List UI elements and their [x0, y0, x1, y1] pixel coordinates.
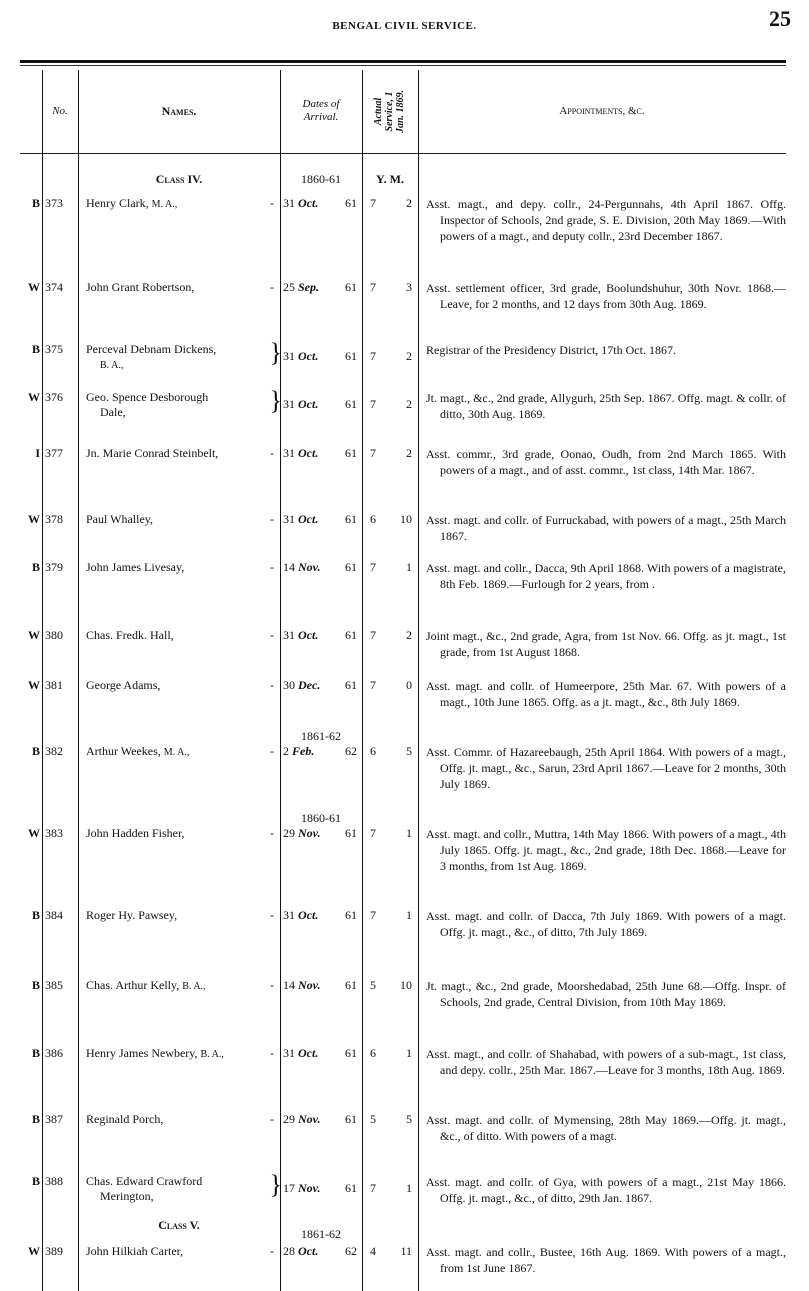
arrival-date: [283, 196, 359, 211]
arrival-month: Feb.: [292, 744, 315, 758]
service-years: 7: [370, 826, 376, 840]
arrival-month: Oct.: [298, 628, 319, 642]
appointments-text: Asst. magt. and collr., Muttra, 14th May 1866. With powers of a magt., 4th July 1865. Offg. jt. magt., &c., 2nd grade, 18th Dec. 1868.—Leave for 3 months, from 1st Aug. 1869.: [426, 827, 786, 873]
presidency-letter: W: [28, 1244, 40, 1258]
service-months: 1: [406, 1046, 412, 1060]
appointments-text: Joint magt., &c., 2nd grade, Agra, from 1st Nov. 66. Offg. as jt. magt., 1st grade, from 1st August 1868.: [426, 629, 786, 659]
entry-name: Chas. Fredk. Hall,: [86, 628, 174, 642]
leader-dash: -: [270, 512, 274, 526]
arrival-date: [283, 1046, 359, 1061]
column-divider: [362, 70, 363, 1291]
presidency-letter: B: [31, 978, 40, 992]
leader-dash: -: [270, 560, 274, 574]
presidency-letter: W: [28, 512, 40, 526]
service-years: 4: [370, 1244, 376, 1258]
class-iv-heading: Class IV.: [155, 172, 203, 186]
entry-number: 377: [45, 446, 63, 460]
appointments-text: Asst. settlement officer, 3rd grade, Boolundshuhur, 30th Novr. 1868.—Leave, for 2 months, and 12 days from 30th Aug. 1869.: [426, 281, 786, 311]
appointments-text: Asst. magt. and collr. of Mymensing, 28th May 1869.—Offg. jt. magt., &c., of ditto. With powers of a magt.: [426, 1113, 786, 1143]
entry-name-cell: [86, 196, 274, 211]
service-months: 10: [400, 512, 412, 526]
arrival-date: [283, 908, 359, 923]
appointments-text: Asst. magt. and collr. of Dacca, 7th July 1869. With powers of a magt. Offg. jt. magt., &c., of ditto, 7th July 1869.: [426, 909, 786, 939]
service-months: 5: [406, 1112, 412, 1126]
arrival-day: 14: [283, 978, 295, 992]
arrival-year: 61: [345, 678, 357, 692]
top-rule-thin: [20, 65, 786, 66]
arrival-date: [283, 1112, 359, 1127]
header-dates-line2: Arrival.: [303, 111, 339, 123]
appointments-text: Jt. magt., &c., 2nd grade, Moorshedabad, 25th June 68.—Offg. Inspr. of Schools, 2nd grade, Central Division, from 10th May 1869.: [426, 979, 786, 1009]
entry-name-cell: [86, 628, 274, 643]
entry-name: Roger Hy. Pawsey,: [86, 908, 178, 922]
arrival-month: Dec.: [298, 678, 321, 692]
arrival-day: 31: [283, 446, 295, 460]
service-years: 7: [370, 196, 376, 210]
leader-dash: -: [270, 978, 274, 992]
arrival-year: 61: [345, 1181, 357, 1195]
entry-name-cell: [86, 1112, 274, 1127]
arrival-date: [283, 280, 359, 295]
arrival-year: 61: [345, 978, 357, 992]
service-years: 6: [370, 744, 376, 758]
arrival-year: 61: [345, 908, 357, 922]
entry-name: Henry Clark,: [86, 196, 149, 210]
arrival-date: [283, 1181, 359, 1196]
entry-name: John Grant Robertson,: [86, 280, 195, 294]
service-years: 6: [370, 512, 376, 526]
arrival-day: 30: [283, 678, 295, 692]
appointments-text: Registrar of the Presidency District, 17th Oct. 1867.: [426, 343, 676, 357]
arrival-year: 61: [345, 1112, 357, 1126]
brace-glyph: }: [269, 1170, 282, 1199]
arrival-year: 61: [345, 397, 357, 411]
leader-dash: -: [270, 744, 274, 758]
class-v-period: 1861-62: [301, 1227, 341, 1241]
header-no: No.: [52, 105, 68, 117]
entry-name-second-line: Dale,: [100, 405, 126, 419]
entry-number: 375: [45, 342, 63, 356]
header-service-line1: Actual: [373, 97, 385, 125]
appointments-text: Asst. magt. and collr., Bustee, 16th Aug. 1869. With powers of a magt., from 1st June 1867.: [426, 1245, 786, 1275]
leader-dash: -: [270, 628, 274, 642]
presidency-letter: W: [28, 678, 40, 692]
entry-name-cell: [86, 1170, 282, 1204]
arrival-day: 31: [283, 628, 295, 642]
arrival-day: 14: [283, 560, 295, 574]
entry-name-cell: [86, 744, 274, 759]
service-years: 7: [370, 1181, 376, 1195]
entry-name: Chas. Edward Crawford: [86, 1174, 203, 1188]
appointments-text: Asst. magt. and collr. of Gya, with powers of a magt., 21st May 1866. Offg. jt. magt., &c., of ditto, 29th Jan. 1867.: [426, 1175, 786, 1205]
arrival-year: 61: [345, 446, 357, 460]
arrival-year: 61: [345, 560, 357, 574]
arrival-date: [283, 349, 359, 364]
arrival-year: 61: [345, 1046, 357, 1060]
arrival-date: [283, 397, 359, 412]
arrival-month: Nov.: [298, 560, 321, 574]
arrival-year: 61: [345, 349, 357, 363]
header-rule: [20, 153, 786, 154]
arrival-month: Nov.: [298, 1112, 321, 1126]
arrival-month: Sep.: [298, 280, 319, 294]
presidency-letter: B: [31, 196, 40, 210]
entry-name-second-line: Merington,: [100, 1189, 154, 1203]
page-number: 25: [769, 6, 791, 31]
presidency-letter: I: [35, 446, 40, 460]
arrival-day: 31: [283, 196, 295, 210]
entry-name-cell: [86, 678, 274, 693]
leader-dash: -: [270, 196, 274, 210]
arrival-period: 1861-62: [301, 729, 341, 743]
appointments-text: Asst. Commr. of Hazareebaugh, 25th April 1864. With powers of a magt., Offg. jt. magt., &c., Sarun, 23rd April 1867.—Leave for 2 months, 30th July 1869.: [426, 745, 786, 791]
presidency-letter: B: [31, 908, 40, 922]
entry-name: John Hilkiah Carter,: [86, 1244, 184, 1258]
entry-name-cell: [86, 512, 274, 527]
arrival-day: 31: [283, 397, 295, 411]
service-years: 7: [370, 280, 376, 294]
entry-number: 379: [45, 560, 63, 574]
entry-name: George Adams,: [86, 678, 161, 692]
entry-name-cell: [86, 1046, 274, 1061]
header-service: [362, 70, 418, 152]
arrival-month: Nov.: [298, 978, 321, 992]
arrival-day: 31: [283, 1046, 295, 1060]
presidency-letter: B: [31, 744, 40, 758]
arrival-date: [283, 811, 359, 841]
entry-name: Jn. Marie Conrad Steinbelt,: [86, 446, 219, 460]
appointments-text: Jt. magt., &c., 2nd grade, Allygurh, 25th Sep. 1867. Offg. magt. & collr. of ditto, 30th Aug. 1869.: [426, 391, 786, 421]
service-months: 0: [406, 678, 412, 692]
arrival-month: Oct.: [298, 512, 319, 526]
header-appointments: Appointments, &c.: [559, 105, 645, 117]
service-years: 5: [370, 1112, 376, 1126]
class-v-heading: Class V.: [158, 1218, 200, 1232]
appointments-text: Asst. magt., and collr. of Shahabad, with powers of a sub-magt., 1st class, and depy. collr., 25th Mar. 1867.—Leave for 3 months, 18th Aug. 1869.: [426, 1047, 786, 1077]
arrival-month: Oct.: [298, 446, 319, 460]
service-years: 7: [370, 908, 376, 922]
entry-name-continued: [86, 405, 274, 420]
service-years: 7: [370, 678, 376, 692]
leader-dash: -: [270, 1046, 274, 1060]
entry-number: 384: [45, 908, 63, 922]
entry-degree: M. A.,: [163, 747, 190, 758]
service-months: 1: [406, 560, 412, 574]
arrival-date: [283, 560, 359, 575]
service-months: 2: [406, 446, 412, 460]
arrival-year: 61: [345, 512, 357, 526]
service-years: 7: [370, 397, 376, 411]
service-months: 3: [406, 280, 412, 294]
arrival-date: [283, 512, 359, 527]
entry-degree: M. A.,: [151, 199, 178, 210]
entry-name: Geo. Spence Desborough: [86, 390, 209, 404]
service-years: 7: [370, 560, 376, 574]
service-months: 2: [406, 196, 412, 210]
arrival-date: [283, 446, 359, 461]
entry-number: 388: [45, 1174, 63, 1188]
entry-name: John Hadden Fisher,: [86, 826, 185, 840]
presidency-letter: W: [28, 280, 40, 294]
arrival-day: 2: [283, 744, 289, 758]
entry-degree: B. A.,: [200, 1049, 224, 1060]
column-divider: [418, 70, 419, 1291]
header-service-line2: Service, 1: [384, 91, 396, 131]
entry-degree: B. A.,: [100, 360, 124, 371]
leader-dash: -: [270, 1244, 274, 1258]
arrival-day: 28: [283, 1244, 295, 1258]
arrival-year: 61: [345, 826, 357, 840]
service-months: 1: [406, 908, 412, 922]
entry-number: 380: [45, 628, 63, 642]
service-years: 7: [370, 349, 376, 363]
service-years: 5: [370, 978, 376, 992]
entry-number: 373: [45, 196, 63, 210]
service-months: 1: [406, 826, 412, 840]
arrival-year: 61: [345, 196, 357, 210]
arrival-year: 62: [345, 1244, 357, 1258]
leader-dash: -: [270, 1112, 274, 1126]
entry-name-continued: [86, 357, 274, 372]
brace-glyph: }: [269, 386, 282, 415]
arrival-year: 61: [345, 628, 357, 642]
brace-glyph: }: [269, 338, 282, 367]
service-months: 5: [406, 744, 412, 758]
entry-name: Arthur Weekes,: [86, 744, 161, 758]
entry-number: 387: [45, 1112, 63, 1126]
column-divider: [280, 70, 281, 1291]
arrival-day: 17: [283, 1181, 295, 1195]
entry-number: 376: [45, 390, 63, 404]
appointments-text: Asst. magt. and collr., Dacca, 9th April 1868. With powers of a magistrate, 8th Feb. 1869.—Furlough for 2 years, from .: [426, 561, 786, 591]
class-iv-period: 1860-61: [301, 172, 341, 186]
service-months: 11: [400, 1244, 412, 1258]
entry-number: 386: [45, 1046, 63, 1060]
entry-number: 383: [45, 826, 63, 840]
service-ym-label: Y. M.: [376, 172, 404, 186]
service-months: 1: [406, 1181, 412, 1195]
arrival-month: Nov.: [298, 1181, 321, 1195]
arrival-period: 1860-61: [301, 811, 341, 825]
header-names: Names.: [161, 103, 197, 118]
leader-dash: -: [270, 908, 274, 922]
presidency-letter: W: [28, 628, 40, 642]
arrival-year: 62: [345, 744, 357, 758]
leader-dash: -: [270, 826, 274, 840]
arrival-year: 61: [345, 280, 357, 294]
header-dates: [280, 70, 362, 152]
presidency-letter: B: [31, 1046, 40, 1060]
service-years: 7: [370, 446, 376, 460]
arrival-date: [283, 729, 359, 759]
entry-name: Chas. Arthur Kelly,: [86, 978, 180, 992]
header-service-line3: Jan. 1869.: [395, 89, 407, 133]
arrival-day: 31: [283, 908, 295, 922]
entry-number: 389: [45, 1244, 63, 1258]
presidency-letter: B: [31, 1174, 40, 1188]
entry-name-cell: [86, 1244, 274, 1259]
appointments-text: Asst. magt. and collr. of Furruckabad, with powers of a magt., 25th March 1867.: [426, 513, 786, 543]
arrival-date: [283, 678, 359, 693]
service-months: 2: [406, 628, 412, 642]
entry-name-cell: [86, 908, 274, 923]
presidency-letter: B: [31, 560, 40, 574]
presidency-letter: W: [28, 390, 40, 404]
entry-name-cell: [86, 280, 274, 295]
entry-number: 374: [45, 280, 63, 294]
arrival-month: Oct.: [298, 908, 319, 922]
entry-name-cell: [86, 386, 282, 420]
arrival-day: 29: [283, 1112, 295, 1126]
entry-name-cell: [86, 560, 274, 575]
header-dates-line1: Dates of: [302, 98, 340, 110]
entry-name-cell: [86, 978, 274, 993]
entry-name: John James Livesay,: [86, 560, 185, 574]
service-years: 6: [370, 1046, 376, 1060]
arrival-day: 31: [283, 349, 295, 363]
entry-number: 382: [45, 744, 63, 758]
entry-name-cell: [86, 338, 282, 372]
arrival-month: Oct.: [298, 397, 319, 411]
entry-number: 385: [45, 978, 63, 992]
arrival-month: Oct.: [298, 1046, 319, 1060]
service-years: 7: [370, 628, 376, 642]
arrival-month: Oct.: [298, 196, 319, 210]
service-months: 2: [406, 349, 412, 363]
arrival-date: [283, 628, 359, 643]
column-divider: [78, 70, 79, 1291]
entry-number: 378: [45, 512, 63, 526]
entry-name: Paul Whalley,: [86, 512, 153, 526]
arrival-date: [283, 1244, 359, 1259]
service-months: 10: [400, 978, 412, 992]
leader-dash: -: [270, 280, 274, 294]
leader-dash: -: [270, 446, 274, 460]
leader-dash: -: [270, 678, 274, 692]
arrival-month: Nov.: [298, 826, 321, 840]
entry-name-cell: [86, 446, 274, 461]
arrival-day: 25: [283, 280, 295, 294]
entry-name-cell: [86, 826, 274, 841]
arrival-day: 29: [283, 826, 295, 840]
presidency-letter: B: [31, 342, 40, 356]
entry-name: Perceval Debnam Dickens,: [86, 342, 217, 356]
appointments-text: Asst. magt., and depy. collr., 24-Pergunnahs, 4th April 1867. Offg. Inspector of Schools, 2nd grade, S. E. Division, 20th May 1869.—With powers of a magt., and deputy collr., 23rd December 1867.: [426, 197, 786, 243]
presidency-letter: W: [28, 826, 40, 840]
entry-number: 381: [45, 678, 63, 692]
column-divider: [42, 70, 43, 1291]
top-rule: [20, 60, 786, 63]
page-title: BENGAL CIVIL SERVICE.: [332, 20, 477, 32]
arrival-month: Oct.: [298, 349, 319, 363]
entry-name: Reginald Porch,: [86, 1112, 164, 1126]
entry-name: Henry James Newbery,: [86, 1046, 198, 1060]
appointments-text: Asst. magt. and collr. of Humeerpore, 25th Mar. 67. With powers of a magt., 10th June 1865. Offg. as a jt. magt., &c., 8th July 1869.: [426, 679, 786, 709]
arrival-date: [283, 978, 359, 993]
presidency-letter: B: [31, 1112, 40, 1126]
service-months: 2: [406, 397, 412, 411]
arrival-day: 31: [283, 512, 295, 526]
entry-degree: B. A.,: [182, 981, 206, 992]
entry-name-continued: [86, 1189, 274, 1204]
appointments-text: Asst. commr., 3rd grade, Oonao, Oudh, from 2nd March 1865. With powers of a magt., and of asst. commr., 1st class, 14th Mar. 1867.: [426, 447, 786, 477]
arrival-month: Oct.: [298, 1244, 319, 1258]
